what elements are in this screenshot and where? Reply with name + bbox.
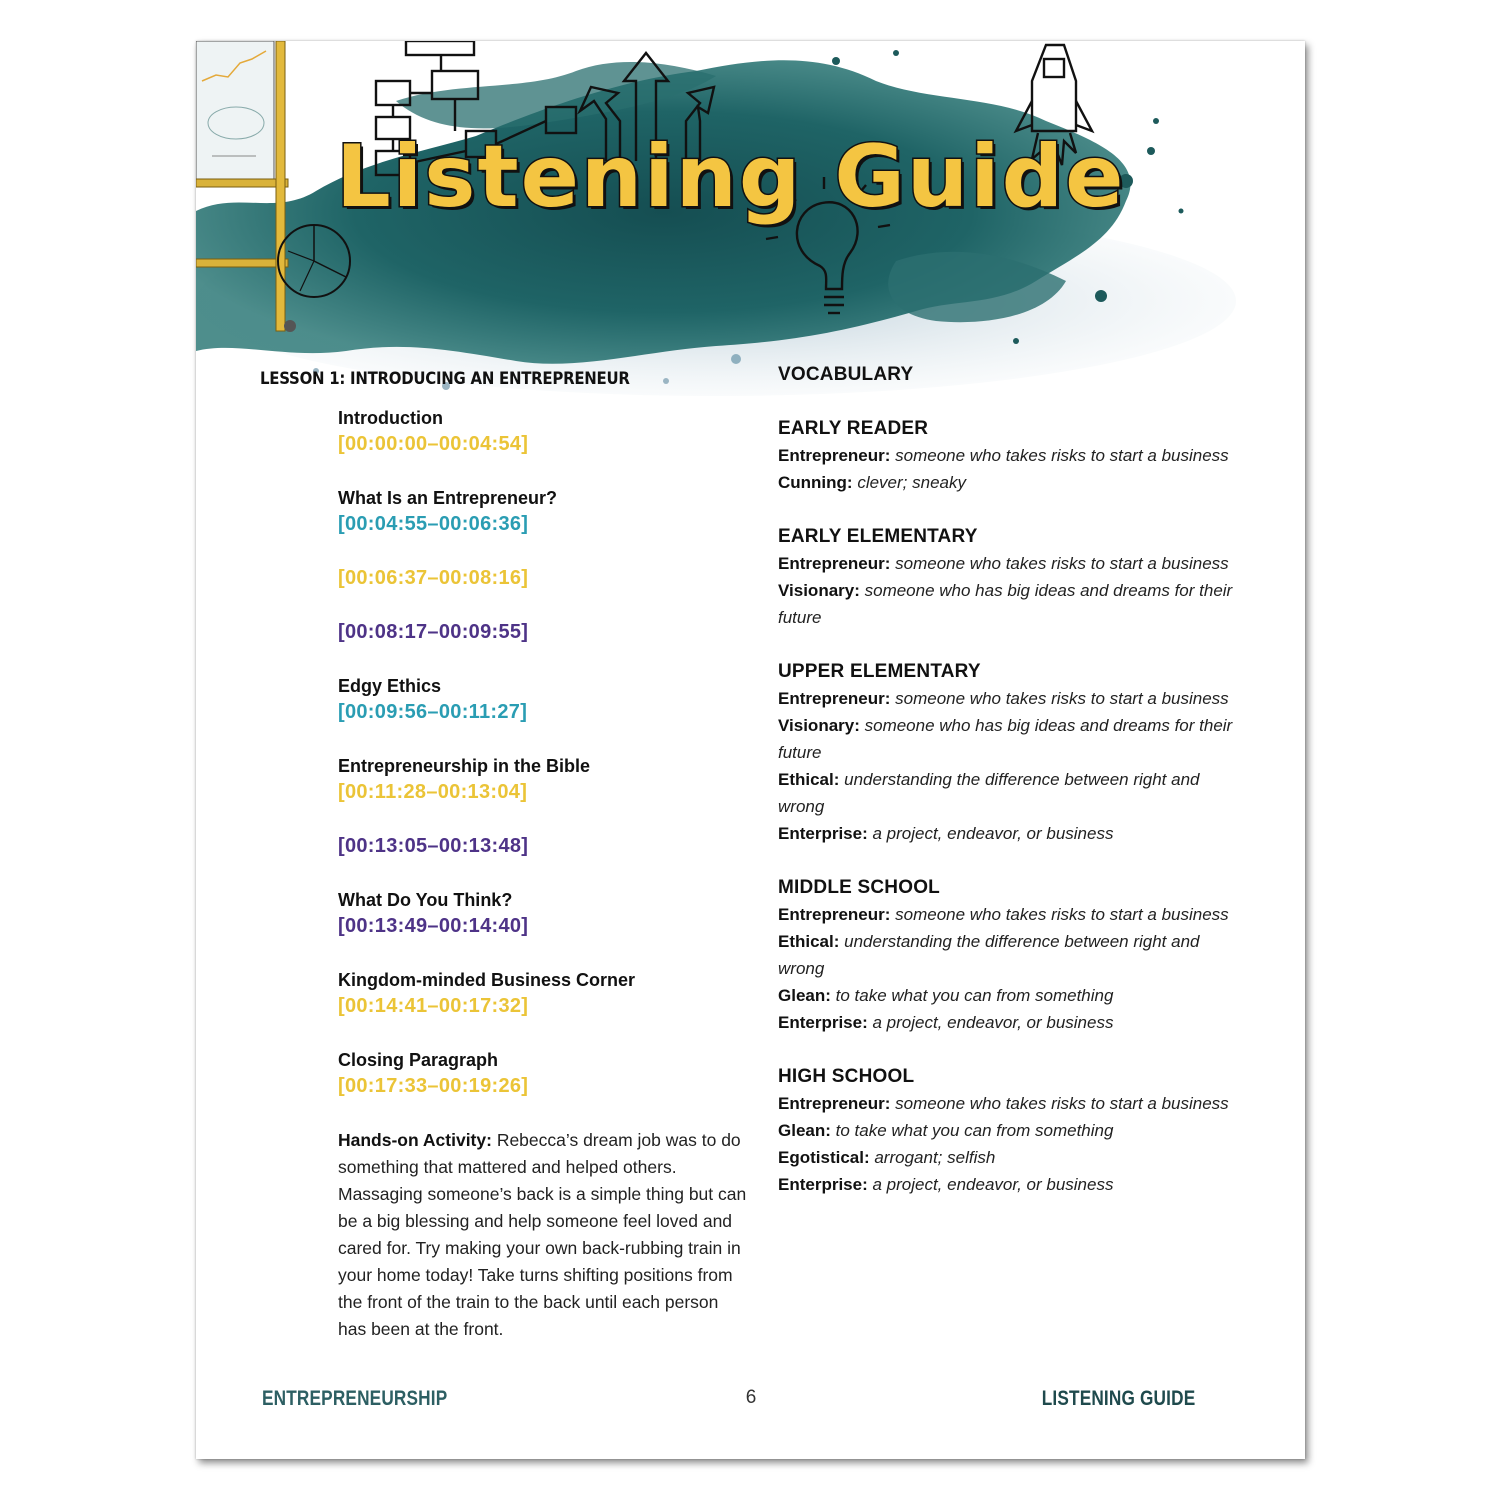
vocabulary-section [778,361,1248,1198]
term-word: Ethical: [778,932,840,951]
segment [338,1047,748,1100]
segment-title: What Is an Entrepreneur? [338,488,558,508]
vocab-term [778,1090,1248,1117]
level-heading: EARLY ELEMENTARY [778,526,978,547]
term-definition: to take what you can from something [830,986,1114,1005]
level-heading: MIDDLE SCHOOL [778,877,940,898]
segment-timestamp: [00:06:37–00:08:16] [338,567,529,589]
segment [338,967,748,1020]
segment-title: Edgy Ethics [338,676,442,696]
term-definition: someone who takes risks to start a business [890,554,1229,573]
segment-title: What Do You Think? [338,890,513,910]
document-page [196,41,1305,1459]
term-definition: a project, endeavor, or business [867,824,1114,843]
vocab-term [778,1009,1248,1036]
term-definition: someone who has big ideas and dreams for their future [778,581,1233,627]
term-word: Egotistical: [778,1148,870,1167]
segment-timestamp: [00:04:55–00:06:36] [338,513,529,535]
term-word: Visionary: [778,716,860,735]
vocab-level [778,415,1248,496]
vocab-term [778,1117,1248,1144]
term-definition: understanding the difference between right and wrong [778,932,1200,978]
segment [338,833,748,860]
term-definition: someone who has big ideas and dreams for their future [778,716,1233,762]
segment [338,485,748,538]
term-definition: clever; sneaky [852,473,966,492]
term-definition: someone who takes risks to start a business [890,1094,1229,1113]
term-word: Ethical: [778,770,840,789]
vocab-term [778,766,1248,820]
segment-timestamp: [00:09:56–00:11:27] [338,701,528,723]
segment [338,565,748,592]
term-word: Entrepreneur: [778,554,891,573]
segment [338,887,748,940]
term-definition: a project, endeavor, or business [867,1175,1114,1194]
lesson-heading: LESSON 1: INTRODUCING AN ENTREPRENEUR [260,369,630,389]
vocab-term [778,550,1248,577]
vocab-term [778,1171,1248,1198]
term-definition: someone who takes risks to start a business [890,689,1229,708]
vocab-level [778,523,1248,631]
footer-section-title: LISTENING GUIDE [1041,1387,1195,1410]
term-word: Cunning: [778,473,853,492]
vocab-term [778,442,1248,469]
segment-title: Entrepreneurship in the Bible [338,756,591,776]
segment-timestamp: [00:00:00–00:04:54] [338,433,529,455]
vocab-term [778,577,1248,631]
page-title: Listening Guide [336,127,1126,227]
segment [338,753,748,806]
term-definition: someone who takes risks to start a business [890,446,1229,465]
footer-course-title: ENTREPRENEURSHIP [262,1387,448,1410]
segment [338,619,748,646]
segment-timestamp: [00:17:33–00:19:26] [338,1075,529,1097]
activity-text: Rebecca’s dream job was to do something that mattered and helped others. Massaging someone’s back is a simple thing but can be a big blessing and help someone feel loved and cared for. Try making your own back-rubbing train in your home today! Take turns shifting positions from the front of the train to the back until each person has been at the front. [338,1130,747,1339]
vocab-term [778,712,1248,766]
term-definition: a project, endeavor, or business [867,1013,1114,1032]
term-definition: arrogant; selfish [869,1148,996,1167]
vocab-term [778,901,1248,928]
segment-title: Introduction [338,408,443,428]
hands-on-activity [338,1127,748,1343]
segment-timestamp: [00:14:41–00:17:32] [338,995,529,1017]
lesson-segments [338,405,748,1343]
segment [338,673,748,726]
term-word: Entrepreneur: [778,446,891,465]
term-word: Entrepreneur: [778,905,891,924]
segment-timestamp: [00:13:49–00:14:40] [338,915,529,937]
vocab-term [778,928,1248,982]
vocab-term [778,469,1248,496]
term-word: Enterprise: [778,1013,868,1032]
segment-timestamp: [00:11:28–00:13:04] [338,781,528,803]
term-word: Glean: [778,986,831,1005]
vocab-term [778,820,1248,847]
page-number: 6 [745,1387,757,1408]
term-word: Entrepreneur: [778,689,891,708]
header-banner [196,41,1305,401]
vocab-term [778,1144,1248,1171]
term-word: Visionary: [778,581,860,600]
segment-title: Closing Paragraph [338,1050,499,1070]
term-word: Enterprise: [778,1175,868,1194]
term-definition: understanding the difference between right and wrong [778,770,1200,816]
vocab-level [778,1063,1248,1198]
level-heading: EARLY READER [778,418,929,439]
vocab-level [778,874,1248,1036]
term-definition: someone who takes risks to start a business [890,905,1229,924]
level-heading: HIGH SCHOOL [778,1066,915,1087]
segment [338,405,748,458]
segment-timestamp: [00:08:17–00:09:55] [338,621,529,643]
vocab-term [778,982,1248,1009]
activity-label: Hands-on Activity: [338,1130,492,1150]
term-word: Glean: [778,1121,831,1140]
term-word: Entrepreneur: [778,1094,891,1113]
level-heading: UPPER ELEMENTARY [778,661,981,682]
vocabulary-heading: VOCABULARY [778,364,914,385]
term-word: Enterprise: [778,824,868,843]
term-definition: to take what you can from something [830,1121,1114,1140]
segment-title: Kingdom-minded Business Corner [338,970,636,990]
vocab-level [778,658,1248,847]
segment-timestamp: [00:13:05–00:13:48] [338,835,529,857]
vocab-term [778,685,1248,712]
